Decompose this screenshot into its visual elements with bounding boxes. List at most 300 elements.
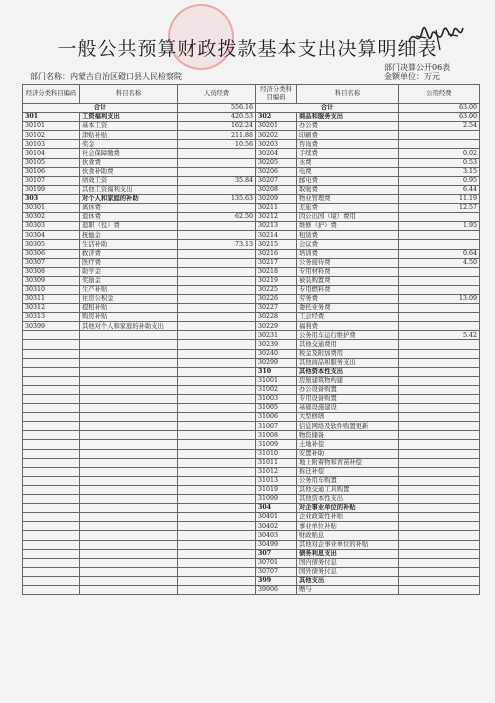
left-name-cell — [80, 558, 178, 567]
table-row — [23, 504, 480, 513]
table-row — [23, 513, 480, 522]
left-name-cell — [80, 522, 178, 531]
public-amount-cell — [399, 522, 480, 531]
handwritten-signature — [406, 20, 466, 56]
public-amount-cell: 0.53 — [399, 158, 480, 167]
right-code-cell: 31099 — [256, 495, 297, 504]
left-code-cell: 30309 — [23, 276, 80, 285]
personnel-amount-cell — [178, 249, 256, 258]
left-code-cell: 30305 — [23, 240, 80, 249]
right-name-cell: 租赁费 — [297, 231, 399, 240]
public-amount-cell — [399, 267, 480, 276]
right-code-cell: 30403 — [256, 531, 297, 540]
header-right-code: 经济分类科目编码 — [256, 85, 297, 104]
public-amount-cell — [399, 276, 480, 285]
public-amount-cell — [399, 413, 480, 422]
table-row — [23, 558, 480, 567]
personnel-amount-cell — [178, 331, 256, 340]
left-name-cell — [80, 349, 178, 358]
table-row — [23, 395, 480, 404]
personnel-amount-cell — [178, 567, 256, 576]
right-code-cell: 30205 — [256, 158, 297, 167]
table-row — [23, 585, 480, 594]
personnel-amount-cell — [178, 313, 256, 322]
table-row — [23, 376, 480, 385]
right-code-cell: 30240 — [256, 349, 297, 358]
public-amount-cell — [399, 285, 480, 294]
left-code-cell: 30106 — [23, 167, 80, 176]
public-amount-cell: 12.57 — [399, 204, 480, 213]
left-code-cell — [23, 567, 80, 576]
left-code-cell — [23, 576, 80, 585]
right-name-cell: 国外债务付息 — [297, 567, 399, 576]
left-code-cell — [23, 458, 80, 467]
table-row — [23, 549, 480, 558]
left-code-cell: 30399 — [23, 322, 80, 331]
table-row — [23, 404, 480, 413]
left-code-cell — [23, 358, 80, 367]
left-name-cell — [80, 340, 178, 349]
total-public: 63.00 — [399, 104, 480, 113]
left-name-cell: 绩效工资 — [80, 176, 178, 185]
public-amount-cell — [399, 231, 480, 240]
right-name-cell: 维修（护）费 — [297, 222, 399, 231]
left-code-cell — [23, 540, 80, 549]
personnel-amount-cell — [178, 558, 256, 567]
left-code-cell: 303 — [23, 194, 80, 203]
table-row — [23, 485, 480, 494]
table-row — [23, 358, 480, 367]
personnel-amount-cell: 10.56 — [178, 140, 256, 149]
left-name-cell: 救济费 — [80, 249, 178, 258]
left-code-cell — [23, 476, 80, 485]
table-row — [23, 440, 480, 449]
left-code-cell: 30101 — [23, 122, 80, 131]
left-code-cell: 30199 — [23, 185, 80, 194]
left-name-cell — [80, 567, 178, 576]
right-name-cell: 财政贴息 — [297, 531, 399, 540]
right-name-cell: 赠与 — [297, 585, 399, 594]
public-amount-cell — [399, 349, 480, 358]
public-amount-cell — [399, 531, 480, 540]
personnel-amount-cell — [178, 385, 256, 394]
table-row — [23, 385, 480, 394]
table-row — [23, 122, 480, 131]
total-row — [23, 104, 480, 113]
left-code-cell — [23, 385, 80, 394]
table-row — [23, 149, 480, 158]
left-name-cell — [80, 540, 178, 549]
left-name-cell: 伙食补助费 — [80, 167, 178, 176]
left-name-cell: 伙食费 — [80, 158, 178, 167]
public-amount-cell — [399, 476, 480, 485]
right-code-cell: 30299 — [256, 358, 297, 367]
left-name-cell — [80, 485, 178, 494]
public-amount-cell — [399, 240, 480, 249]
table-row — [23, 222, 480, 231]
document-title: 一般公共预算财政拨款基本支出决算明细表 — [57, 38, 438, 60]
right-code-cell: 30228 — [256, 313, 297, 322]
table-row — [23, 267, 480, 276]
right-name-cell: 邮电费 — [297, 176, 399, 185]
left-name-cell — [80, 395, 178, 404]
right-name-cell: 其他交通工具购置 — [297, 485, 399, 494]
left-code-cell: 30301 — [23, 204, 80, 213]
public-amount-cell — [399, 358, 480, 367]
left-name-cell: 社会保障缴费 — [80, 149, 178, 158]
public-amount-cell: 0.95 — [399, 176, 480, 185]
public-amount-cell: 63.00 — [399, 113, 480, 122]
form-number: 部门决算公开06表 — [384, 63, 451, 72]
right-name-cell: 会议费 — [297, 240, 399, 249]
public-amount-cell — [399, 322, 480, 331]
right-code-cell: 31010 — [256, 449, 297, 458]
right-name-cell: 国内债务付息 — [297, 558, 399, 567]
public-amount-cell — [399, 304, 480, 313]
left-code-cell: 30104 — [23, 149, 80, 158]
left-name-cell: 对个人和家庭的补助 — [80, 194, 178, 203]
left-code-cell: 301 — [23, 113, 80, 122]
table-row — [23, 158, 480, 167]
public-amount-cell — [399, 340, 480, 349]
public-amount-cell — [399, 213, 480, 222]
public-amount-cell — [399, 540, 480, 549]
left-code-cell — [23, 585, 80, 594]
right-code-cell: 30207 — [256, 176, 297, 185]
personnel-amount-cell — [178, 294, 256, 303]
right-code-cell: 30218 — [256, 267, 297, 276]
left-name-cell — [80, 549, 178, 558]
table-row — [23, 422, 480, 431]
right-code-cell: 31006 — [256, 413, 297, 422]
right-name-cell: 安置补助 — [297, 449, 399, 458]
right-code-cell: 30227 — [256, 304, 297, 313]
public-amount-cell — [399, 367, 480, 376]
left-name-cell: 奖励金 — [80, 276, 178, 285]
public-amount-cell — [399, 504, 480, 513]
personnel-amount-cell — [178, 285, 256, 294]
table-body — [23, 85, 480, 595]
left-code-cell — [23, 549, 80, 558]
left-code-cell — [23, 422, 80, 431]
total-personnel: 556.16 — [178, 104, 256, 113]
right-name-cell: 企业政策性补贴 — [297, 513, 399, 522]
personnel-amount-cell — [178, 349, 256, 358]
public-amount-cell — [399, 576, 480, 585]
left-code-cell: 30107 — [23, 176, 80, 185]
right-code-cell: 30229 — [256, 322, 297, 331]
right-code-cell: 302 — [256, 113, 297, 122]
left-name-cell — [80, 431, 178, 440]
right-name-cell: 土地补偿 — [297, 440, 399, 449]
left-code-cell — [23, 349, 80, 358]
personnel-amount-cell — [178, 576, 256, 585]
left-code-cell — [23, 522, 80, 531]
left-name-cell: 住房公积金 — [80, 294, 178, 303]
left-name-cell — [80, 449, 178, 458]
left-code-cell — [23, 331, 80, 340]
left-name-cell: 助学金 — [80, 267, 178, 276]
right-name-cell: 工会经费 — [297, 313, 399, 322]
personnel-amount-cell — [178, 413, 256, 422]
header-public: 公用经费 — [399, 85, 480, 104]
personnel-amount-cell — [178, 585, 256, 594]
right-code-cell: 30211 — [256, 204, 297, 213]
table-row — [23, 231, 480, 240]
department-name: 部门名称：内蒙古自治区磴口县人民检察院 — [30, 72, 182, 81]
left-code-cell — [23, 531, 80, 540]
personnel-amount-cell — [178, 522, 256, 531]
public-amount-cell — [399, 140, 480, 149]
table-row — [23, 213, 480, 222]
left-name-cell: 生产补贴 — [80, 285, 178, 294]
right-name-cell: 其他交通费用 — [297, 340, 399, 349]
left-code-cell — [23, 431, 80, 440]
left-name-cell: 退职（役）费 — [80, 222, 178, 231]
left-name-cell — [80, 404, 178, 413]
right-code-cell: 30402 — [256, 522, 297, 531]
public-amount-cell: 2.54 — [399, 122, 480, 131]
personnel-amount-cell — [178, 458, 256, 467]
right-name-cell: 税金及附加费用 — [297, 349, 399, 358]
left-code-cell: 30310 — [23, 285, 80, 294]
personnel-amount-cell: 62.50 — [178, 213, 256, 222]
right-name-cell: 其他对企事业单位的补贴 — [297, 540, 399, 549]
right-name-cell: 地上附着物和青苗补偿 — [297, 458, 399, 467]
right-code-cell: 399 — [256, 576, 297, 585]
table-row — [23, 313, 480, 322]
left-code-cell: 30102 — [23, 131, 80, 140]
table-row — [23, 367, 480, 376]
left-code-cell — [23, 485, 80, 494]
amount-unit: 金额单位：万元 — [384, 72, 440, 81]
right-name-cell: 大型修缮 — [297, 413, 399, 422]
right-name-cell: 被装购置费 — [297, 276, 399, 285]
right-name-cell: 物资储备 — [297, 431, 399, 440]
personnel-amount-cell — [178, 367, 256, 376]
right-name-cell: 专用材料费 — [297, 267, 399, 276]
left-code-cell — [23, 495, 80, 504]
public-amount-cell — [399, 395, 480, 404]
table-row — [23, 294, 480, 303]
right-name-cell: 因公出国（境）费用 — [297, 213, 399, 222]
right-name-cell: 取暖费 — [297, 185, 399, 194]
right-code-cell: 307 — [256, 549, 297, 558]
public-amount-cell: 0.02 — [399, 149, 480, 158]
right-name-cell: 拆迁补偿 — [297, 467, 399, 476]
right-name-cell: 办公设备购置 — [297, 385, 399, 394]
personnel-amount-cell — [178, 340, 256, 349]
left-code-cell — [23, 367, 80, 376]
personnel-amount-cell — [178, 376, 256, 385]
personnel-amount-cell — [178, 431, 256, 440]
left-code-cell — [23, 440, 80, 449]
right-name-cell: 其他资本性支出 — [297, 367, 399, 376]
left-name-cell: 医疗费 — [80, 258, 178, 267]
right-code-cell: 30701 — [256, 558, 297, 567]
right-code-cell: 30215 — [256, 240, 297, 249]
right-name-cell: 基础设施建设 — [297, 404, 399, 413]
right-name-cell: 信息网络及软件购置更新 — [297, 422, 399, 431]
right-code-cell: 31001 — [256, 376, 297, 385]
personnel-amount-cell — [178, 467, 256, 476]
left-name-cell — [80, 331, 178, 340]
right-name-cell: 其他资本性支出 — [297, 495, 399, 504]
personnel-amount-cell — [178, 358, 256, 367]
table-row — [23, 113, 480, 122]
table-row — [23, 204, 480, 213]
left-name-cell: 奖金 — [80, 140, 178, 149]
left-name-cell: 津贴补贴 — [80, 131, 178, 140]
personnel-amount-cell — [178, 167, 256, 176]
header-row — [23, 85, 480, 104]
left-name-cell — [80, 504, 178, 513]
right-name-cell: 咨询费 — [297, 140, 399, 149]
left-name-cell: 退休费 — [80, 213, 178, 222]
right-name-cell: 培训费 — [297, 249, 399, 258]
right-name-cell: 办公费 — [297, 122, 399, 131]
right-code-cell: 30206 — [256, 167, 297, 176]
right-code-cell: 30499 — [256, 540, 297, 549]
left-code-cell: 30303 — [23, 222, 80, 231]
right-code-cell: 31007 — [256, 422, 297, 431]
right-code-cell: 30231 — [256, 331, 297, 340]
table-row — [23, 276, 480, 285]
personnel-amount-cell — [178, 449, 256, 458]
left-code-cell: 30307 — [23, 258, 80, 267]
left-code-cell — [23, 404, 80, 413]
left-code-cell — [23, 449, 80, 458]
right-name-cell: 公务用车购置 — [297, 476, 399, 485]
right-code-cell: 39906 — [256, 585, 297, 594]
personnel-amount-cell — [178, 204, 256, 213]
personnel-amount-cell: 420.53 — [178, 113, 256, 122]
left-name-cell — [80, 367, 178, 376]
right-code-cell: 31019 — [256, 485, 297, 494]
right-code-cell: 310 — [256, 367, 297, 376]
public-amount-cell — [399, 131, 480, 140]
right-name-cell: 专用设备购置 — [297, 395, 399, 404]
left-name-cell: 抚恤金 — [80, 231, 178, 240]
personnel-amount-cell — [178, 258, 256, 267]
public-amount-cell — [399, 404, 480, 413]
table-row — [23, 240, 480, 249]
right-code-cell: 30201 — [256, 122, 297, 131]
public-amount-cell: 13.09 — [399, 294, 480, 303]
table-row — [23, 522, 480, 531]
personnel-amount-cell — [178, 267, 256, 276]
right-code-cell: 30208 — [256, 185, 297, 194]
public-amount-cell: 1.95 — [399, 222, 480, 231]
header-left-code: 经济分类科目编码 — [23, 85, 80, 104]
personnel-amount-cell — [178, 504, 256, 513]
public-amount-cell: 0.64 — [399, 249, 480, 258]
personnel-amount-cell — [178, 513, 256, 522]
right-name-cell: 商品和服务支出 — [297, 113, 399, 122]
right-name-cell: 水费 — [297, 158, 399, 167]
personnel-amount-cell — [178, 149, 256, 158]
right-name-cell: 物业管理费 — [297, 194, 399, 203]
table-row — [23, 185, 480, 194]
right-code-cell: 30216 — [256, 249, 297, 258]
right-code-cell: 31009 — [256, 440, 297, 449]
left-code-cell — [23, 504, 80, 513]
personnel-amount-cell — [178, 549, 256, 558]
table-row — [23, 458, 480, 467]
public-amount-cell — [399, 313, 480, 322]
right-code-cell: 30707 — [256, 567, 297, 576]
right-code-cell: 304 — [256, 504, 297, 513]
right-code-cell: 30226 — [256, 294, 297, 303]
left-name-cell — [80, 385, 178, 394]
public-amount-cell: 11.19 — [399, 194, 480, 203]
right-code-cell: 30202 — [256, 131, 297, 140]
left-name-cell — [80, 458, 178, 467]
table-row — [23, 131, 480, 140]
left-name-cell — [80, 585, 178, 594]
right-name-cell: 公务用车运行维护费 — [297, 331, 399, 340]
personnel-amount-cell — [178, 540, 256, 549]
right-name-cell: 专用燃料费 — [297, 285, 399, 294]
personnel-amount-cell: 35.84 — [178, 176, 256, 185]
left-name-cell: 其他工资福利支出 — [80, 185, 178, 194]
left-name-cell — [80, 576, 178, 585]
public-amount-cell — [399, 467, 480, 476]
left-name-cell — [80, 476, 178, 485]
personnel-amount-cell — [178, 231, 256, 240]
public-amount-cell — [399, 422, 480, 431]
right-code-cell: 30203 — [256, 140, 297, 149]
right-name-cell: 房屋建筑物构建 — [297, 376, 399, 385]
left-name-cell: 离休费 — [80, 204, 178, 213]
public-amount-cell — [399, 458, 480, 467]
table-row — [23, 495, 480, 504]
right-name-cell: 其他支出 — [297, 576, 399, 585]
public-amount-cell — [399, 585, 480, 594]
left-name-cell — [80, 531, 178, 540]
right-code-cell: 30217 — [256, 258, 297, 267]
expenditure-detail-table — [22, 84, 480, 595]
table-row — [23, 540, 480, 549]
public-amount-cell — [399, 485, 480, 494]
personnel-amount-cell — [178, 222, 256, 231]
left-code-cell: 30308 — [23, 267, 80, 276]
left-code-cell — [23, 413, 80, 422]
left-code-cell: 30313 — [23, 313, 80, 322]
table-row — [23, 567, 480, 576]
personnel-amount-cell — [178, 422, 256, 431]
right-code-cell: 30214 — [256, 231, 297, 240]
table-row — [23, 413, 480, 422]
table-row — [23, 349, 480, 358]
public-amount-cell: 3.15 — [399, 167, 480, 176]
personnel-amount-cell — [178, 440, 256, 449]
personnel-amount-cell: 135.63 — [178, 194, 256, 203]
table-row — [23, 258, 480, 267]
table-row — [23, 576, 480, 585]
table-row — [23, 304, 480, 313]
table-row — [23, 285, 480, 294]
total-label-right: 合计 — [256, 104, 399, 113]
personnel-amount-cell — [178, 531, 256, 540]
table-row — [23, 449, 480, 458]
table-row — [23, 331, 480, 340]
personnel-amount-cell — [178, 485, 256, 494]
table-row — [23, 249, 480, 258]
public-amount-cell — [399, 513, 480, 522]
table-row — [23, 167, 480, 176]
right-code-cell: 30225 — [256, 285, 297, 294]
